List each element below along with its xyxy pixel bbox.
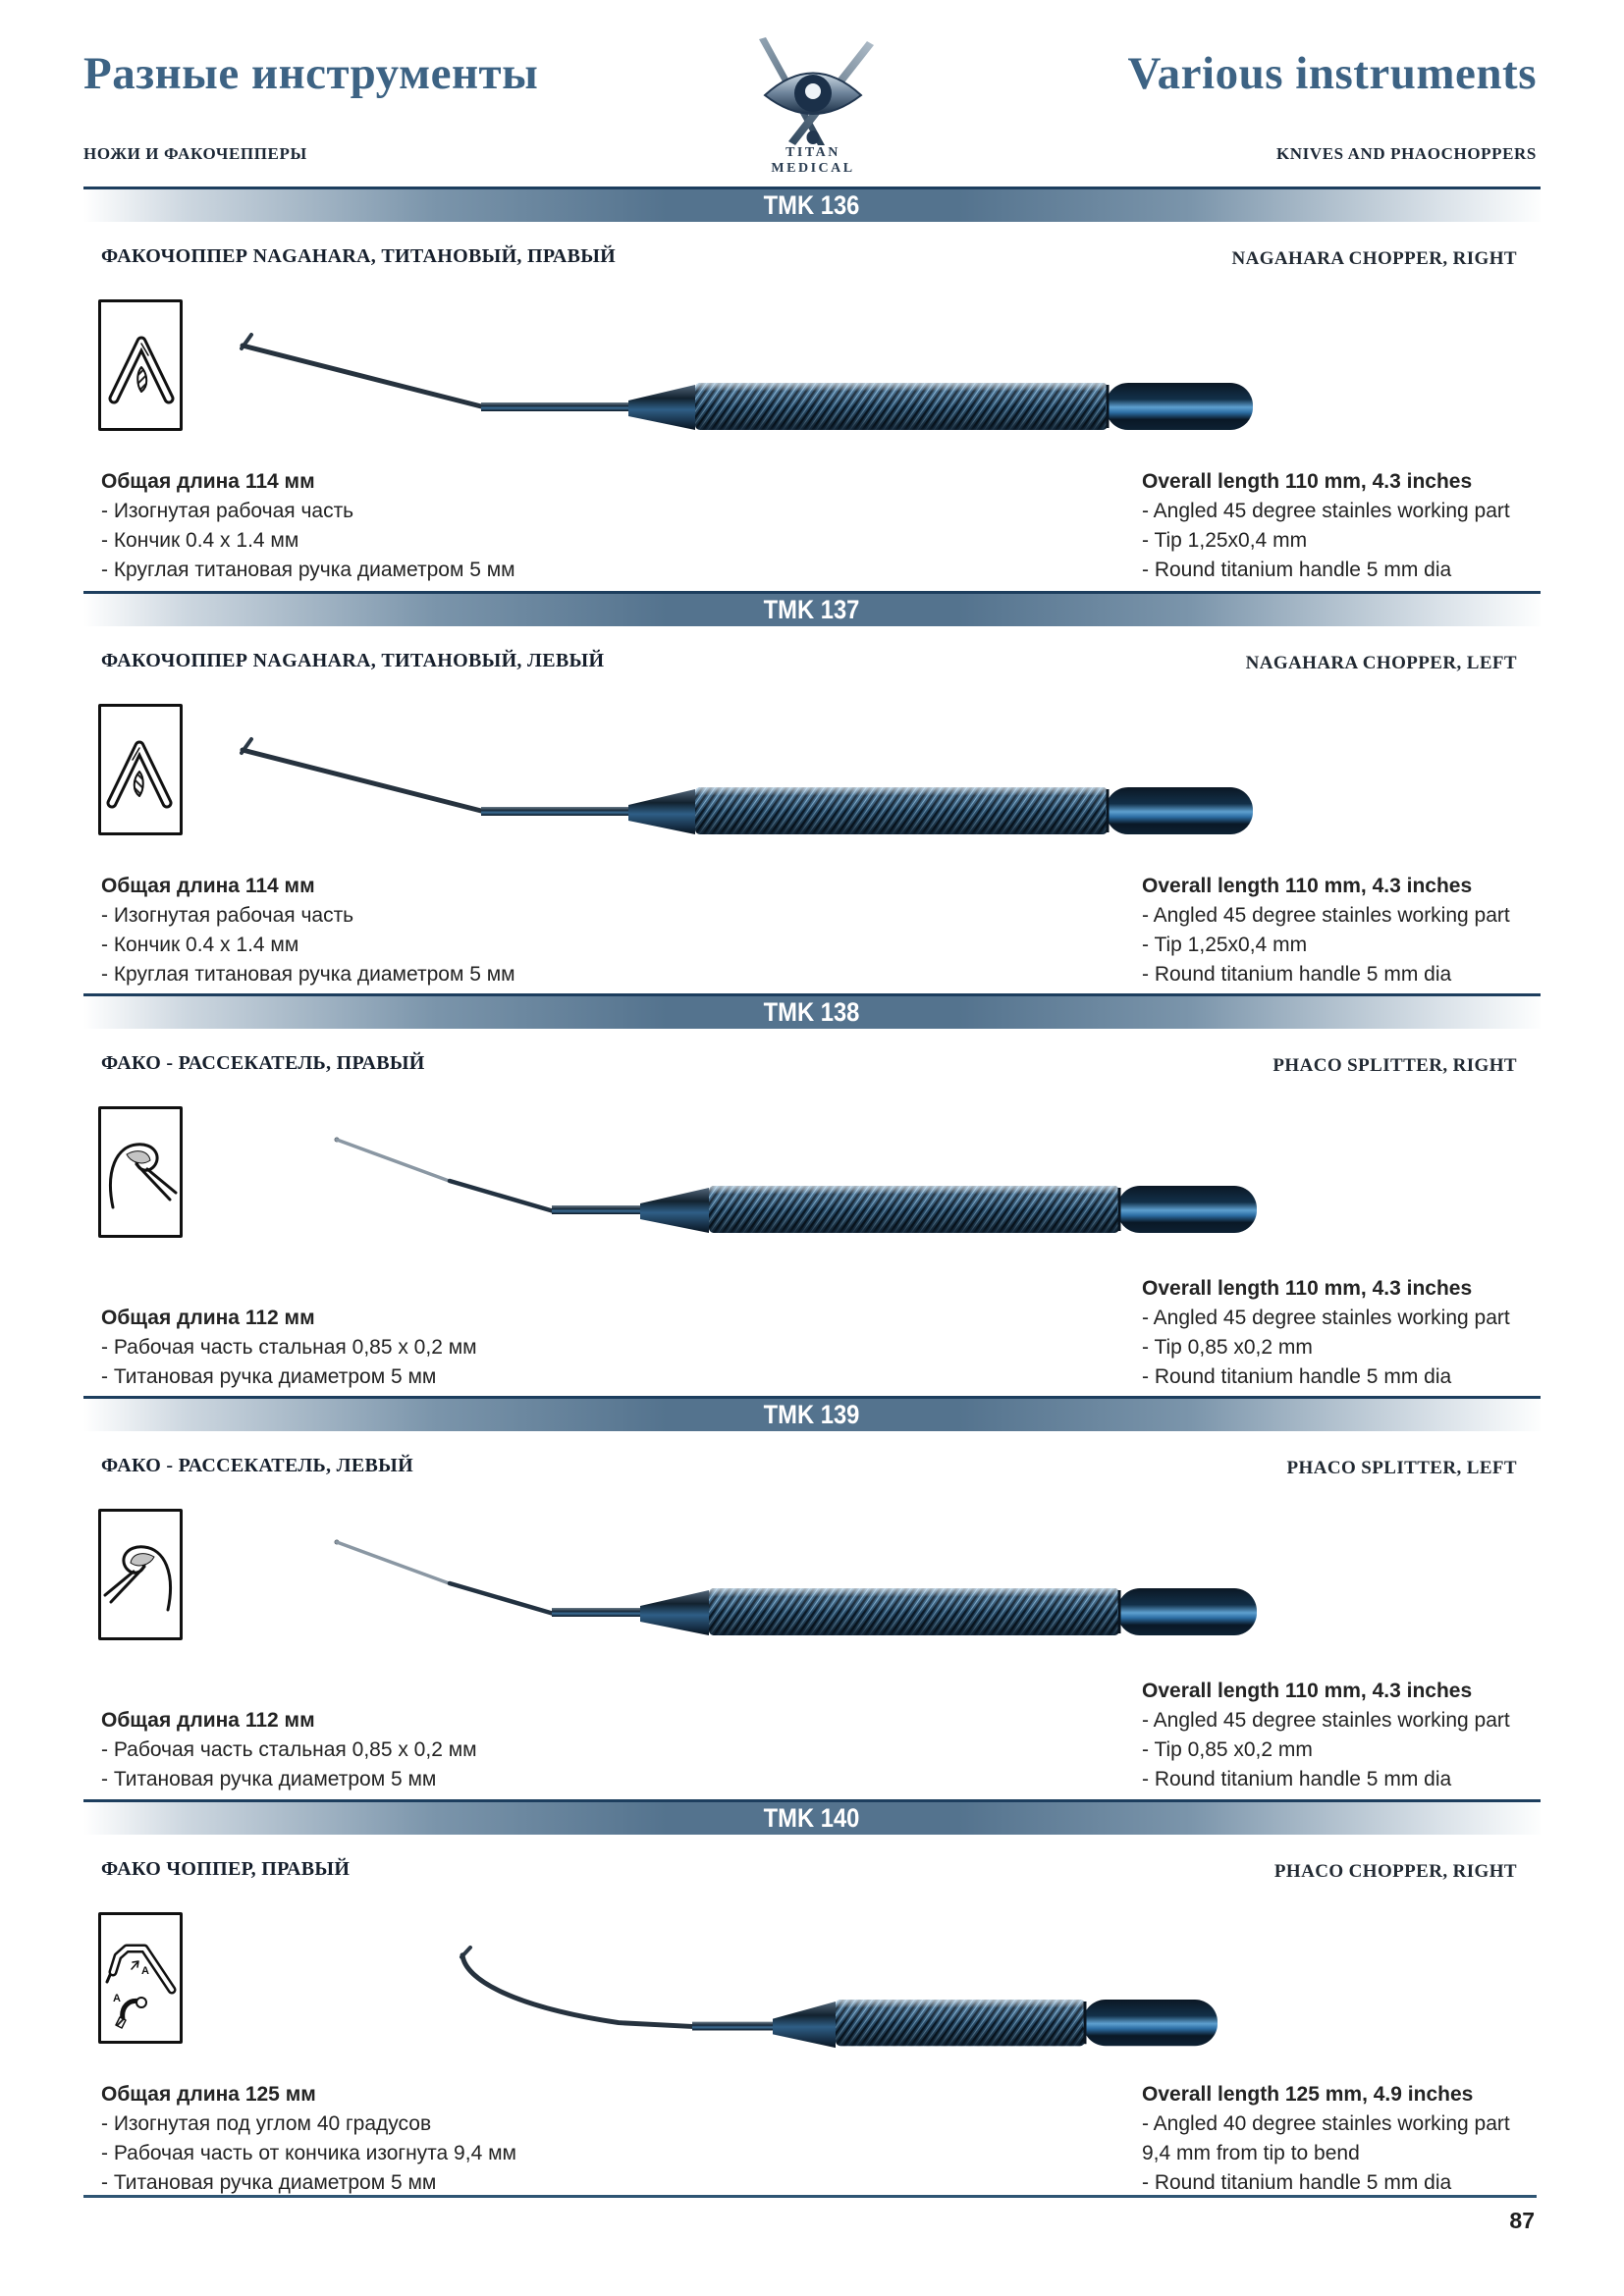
- spec-line: - Round titanium handle 5 mm dia: [1142, 1768, 1452, 1790]
- spec-line: - Angled 45 degree stainles working part: [1142, 500, 1510, 522]
- tmk-code-bar: [83, 993, 1541, 1029]
- product-title-en: NAGAHARA CHOPPER, RIGHT: [1231, 248, 1517, 269]
- spec-line: - Кончик 0.4 х 1.4 мм: [101, 529, 299, 552]
- spec-line: Общая длина 114 мм: [101, 470, 315, 493]
- tmk-code: TMK 137: [764, 595, 860, 624]
- tmk-code-bar: [83, 187, 1541, 222]
- spec-line: - Титановая ручка диаметром 5 мм: [101, 1365, 437, 1388]
- spec-line: Overall length 110 mm, 4.3 inches: [1142, 470, 1473, 493]
- spec-line: - Титановая ручка диаметром 5 мм: [101, 2171, 437, 2194]
- spec-line: Overall length 125 mm, 4.9 inches: [1142, 2083, 1474, 2106]
- spec-line: Общая длина 112 мм: [101, 1709, 315, 1732]
- spec-line: - Angled 45 degree stainles working part: [1142, 1709, 1510, 1732]
- nagahara-chopper-photo: [234, 332, 1260, 442]
- spec-line: - Round titanium handle 5 mm dia: [1142, 1365, 1452, 1388]
- spec-line: - Рабочая часть стальная 0,85 х 0,2 мм: [101, 1336, 477, 1359]
- product-title-ru: ФАКО - РАССЕКАТЕЛЬ, ЛЕВЫЙ: [101, 1455, 413, 1476]
- tip-annotation-a2: A: [113, 1993, 121, 2004]
- spec-line: - Рабочая часть стальная 0,85 х 0,2 мм: [101, 1738, 477, 1761]
- spec-line: - Круглая титановая ручка диаметром 5 мм: [101, 963, 515, 986]
- specs-en: [1142, 1677, 1510, 1794]
- instrument-photo: [234, 332, 1260, 442]
- spec-line: - Round titanium handle 5 mm dia: [1142, 559, 1452, 581]
- product-title-en: NAGAHARA CHOPPER, LEFT: [1245, 653, 1517, 673]
- product-title-en: PHACO SPLITTER, LEFT: [1286, 1458, 1517, 1478]
- product-title-en: PHACO SPLITTER, RIGHT: [1272, 1055, 1517, 1076]
- footer-rule: [83, 2195, 1537, 2198]
- spec-line: Общая длина 125 мм: [101, 2083, 316, 2106]
- tmk-code: TMK 136: [764, 190, 860, 220]
- product-title-ru: ФАКОЧОППЕР NAGAHARA, ТИТАНОВЫЙ, ПРАВЫЙ: [101, 245, 617, 267]
- page-title-ru: Разные инструменты: [83, 48, 539, 99]
- spec-line: - Round titanium handle 5 mm dia: [1142, 2171, 1452, 2194]
- page-title-en: Various instruments: [1127, 48, 1537, 99]
- product-section-tmk139: [0, 1396, 1624, 1800]
- titan-eye-logo-icon: [730, 37, 896, 145]
- logo-text-line1: TITAN: [785, 145, 840, 160]
- tip-drawing-box: [98, 1912, 183, 2044]
- instrument-photo: [304, 1133, 1262, 1246]
- specs-ru: [101, 872, 515, 989]
- phaco-splitter-photo: [304, 1133, 1262, 1246]
- tmk-code-bar: [83, 1396, 1541, 1431]
- logo-text-line2: MEDICAL: [771, 161, 855, 176]
- product-section-tmk138: [0, 993, 1624, 1398]
- spec-line: - Изогнутая рабочая часть: [101, 904, 354, 927]
- chopper-tip-icon: [101, 1915, 180, 2041]
- tmk-code-bar: [83, 591, 1541, 626]
- spec-line: - Tip 0,85 x0,2 mm: [1142, 1336, 1313, 1359]
- nagahara-tip-right-icon: [101, 302, 180, 428]
- spec-line: - Angled 40 degree stainles working part: [1142, 2112, 1510, 2135]
- spec-line: - Angled 45 degree stainles working part: [1142, 904, 1510, 927]
- specs-ru: [101, 467, 515, 585]
- phaco-chopper-photo: [447, 1942, 1222, 2057]
- spec-line: Overall length 110 mm, 4.3 inches: [1142, 875, 1473, 897]
- spec-line: - Tip 1,25x0,4 mm: [1142, 934, 1308, 956]
- spec-line: Overall length 110 mm, 4.3 inches: [1142, 1680, 1473, 1702]
- splitter-tip-right-icon: [101, 1109, 180, 1235]
- product-section-tmk140: [0, 1799, 1624, 2204]
- tmk-code: TMK 138: [764, 997, 860, 1027]
- specs-en: [1142, 2080, 1510, 2198]
- nagahara-tip-left-icon: [101, 707, 180, 832]
- instrument-photo: [304, 1535, 1262, 1648]
- spec-line: Overall length 110 mm, 4.3 inches: [1142, 1277, 1473, 1300]
- tip-drawing-box: [98, 1509, 183, 1640]
- tip-drawing-box: [98, 704, 183, 835]
- spec-line: - Tip 0,85 x0,2 mm: [1142, 1738, 1313, 1761]
- specs-ru: [101, 2080, 516, 2198]
- tip-annotation-a1: A: [141, 1965, 149, 1977]
- page-number: 87: [1509, 2208, 1535, 2233]
- spec-line: - Кончик 0.4 х 1.4 мм: [101, 934, 299, 956]
- product-title-ru: ФАКО - РАССЕКАТЕЛЬ, ПРАВЫЙ: [101, 1052, 425, 1074]
- nagahara-chopper-photo: [234, 736, 1260, 846]
- tip-drawing-box: [98, 1106, 183, 1238]
- titan-medical-logo: [729, 37, 897, 177]
- product-section-tmk136: [0, 187, 1624, 591]
- specs-ru: [101, 1706, 477, 1794]
- tip-drawing-box: [98, 299, 183, 431]
- spec-line: - Круглая титановая ручка диаметром 5 мм: [101, 559, 515, 581]
- product-title-ru: ФАКО ЧОППЕР, ПРАВЫЙ: [101, 1858, 351, 1880]
- spec-line: - Angled 45 degree stainles working part: [1142, 1307, 1510, 1329]
- spec-line: Общая длина 112 мм: [101, 1307, 315, 1329]
- spec-line: - Round titanium handle 5 mm dia: [1142, 963, 1452, 986]
- specs-en: [1142, 467, 1510, 585]
- splitter-tip-left-icon: [101, 1512, 180, 1637]
- spec-line: - Изогнутая рабочая часть: [101, 500, 354, 522]
- product-section-tmk137: [0, 591, 1624, 995]
- tmk-code: TMK 139: [764, 1400, 860, 1429]
- page-subtitle-ru: НОЖИ И ФАКОЧЕППЕРЫ: [83, 144, 307, 163]
- spec-line: Общая длина 114 мм: [101, 875, 315, 897]
- instrument-photo: [234, 736, 1260, 846]
- phaco-splitter-photo: [304, 1535, 1262, 1648]
- spec-line: - Титановая ручка диаметром 5 мм: [101, 1768, 437, 1790]
- specs-en: [1142, 1274, 1510, 1392]
- spec-line: - Tip 1,25x0,4 mm: [1142, 529, 1308, 552]
- tmk-code-bar: [83, 1799, 1541, 1835]
- spec-line: - Изогнутая под углом 40 градусов: [101, 2112, 432, 2135]
- spec-line: 9,4 mm from tip to bend: [1142, 2142, 1360, 2164]
- page-subtitle-en: KNIVES AND PHAOCHOPPERS: [1275, 144, 1537, 163]
- product-title-ru: ФАКОЧОППЕР NAGAHARA, ТИТАНОВЫЙ, ЛЕВЫЙ: [101, 650, 605, 671]
- spec-line: - Рабочая часть от кончика изогнута 9,4 мм: [101, 2142, 516, 2164]
- product-title-en: PHACO CHOPPER, RIGHT: [1273, 1861, 1517, 1882]
- specs-en: [1142, 872, 1510, 989]
- instrument-photo: [447, 1942, 1222, 2057]
- tmk-code: TMK 140: [764, 1803, 860, 1833]
- specs-ru: [101, 1304, 477, 1392]
